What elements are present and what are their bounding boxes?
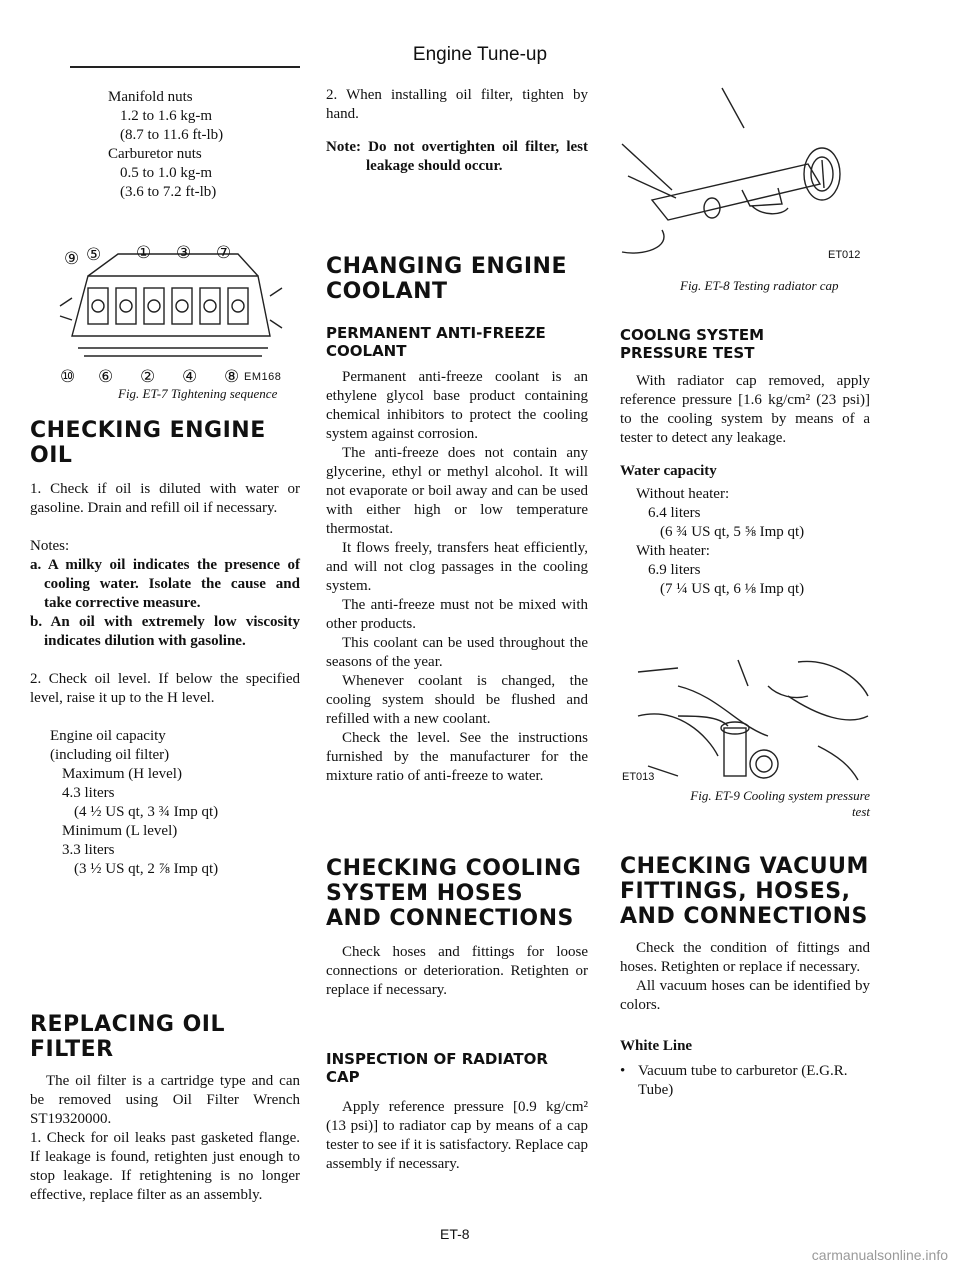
fig7-code: EM168: [244, 371, 282, 383]
subheading-permanent-antifreeze: [326, 324, 588, 360]
water-line: 6.9 liters: [648, 562, 701, 578]
water-line: With heater:: [636, 543, 710, 559]
heading-checking-cooling-hoses: [326, 856, 588, 931]
white-line-label: White Line: [620, 1038, 693, 1054]
fig8-caption: Fig. ET-8 Testing radiator cap: [680, 278, 839, 293]
water-capacity-label: Water capacity: [620, 463, 717, 479]
heading-line: SYSTEM HOSES: [326, 881, 524, 906]
fig7-marker: ⑥: [98, 367, 114, 384]
fig7-marker: ⑦: [216, 243, 232, 263]
fig9-caption-line: test: [851, 804, 870, 819]
heading-line: FITTINGS, HOSES,: [620, 879, 851, 904]
spec-label: Carburetor nuts: [108, 146, 202, 162]
fig8-code: ET012: [828, 249, 861, 261]
heading-changing-engine-coolant: [326, 254, 588, 304]
antifreeze-text: [326, 368, 588, 786]
fig7-marker: ④: [182, 367, 198, 384]
torque-spec-block: [108, 88, 308, 202]
fig7-marker: ⑤: [86, 245, 102, 265]
subheading-line: CAP: [326, 1068, 360, 1086]
subheading-line: PERMANENT ANTI-FREEZE: [326, 324, 546, 342]
pressure-test-paragraph: With radiator cap removed, apply reference pressure [1.6 kg/cm² (23 psi)] to the cooling system by means of a tester to detect any leakage.: [620, 373, 870, 446]
heading-replacing-oil-filter: [30, 1012, 300, 1062]
capacity-line: 3.3 liters: [62, 842, 115, 858]
spec-label: Manifold nuts: [108, 89, 193, 105]
fig9-caption: [640, 788, 870, 820]
subheading-line: COOLANT: [326, 342, 407, 360]
capacity-line: (4 ½ US qt, 3 ¾ Imp qt): [74, 804, 219, 820]
fig9-caption-line: Fig. ET-9 Cooling system pressure: [690, 788, 870, 803]
heading-line: AND CONNECTIONS: [620, 904, 868, 929]
radiator-cap-tester-illustration: [612, 80, 872, 270]
figure-et8-radiator-cap-tester: [612, 80, 872, 270]
capacity-line: (including oil filter): [50, 747, 170, 763]
filter-step-2: 2. When installing oil filter, tighten by hand.: [326, 87, 588, 122]
fig7-marker: ②: [140, 367, 156, 384]
subheading-line: PRESSURE TEST: [620, 344, 755, 362]
spec-value: (8.7 to 11.6 ft-lb): [120, 127, 224, 143]
capacity-line: 4.3 liters: [62, 785, 115, 801]
spec-value: 0.5 to 1.0 kg-m: [120, 165, 213, 181]
filter-paragraph-1: The oil filter is a cartridge type and can be removed using Oil Filter Wrench ST19320000.: [30, 1073, 300, 1127]
white-line-item-text: Vacuum tube to carburetor (E.G.R. Tube): [638, 1063, 848, 1098]
spec-value: (3.6 to 7.2 ft-lb): [120, 184, 217, 200]
section-checking-engine-oil: [30, 418, 300, 879]
section-replacing-oil-filter: [30, 1012, 300, 1205]
antifreeze-paragraph: Check the level. See the instructions furnished by the manufacturer for the mixture ratio of anti-freeze to water.: [326, 730, 588, 784]
figure-et9-pressure-test: [618, 656, 874, 782]
water-line: (6 ¾ US qt, 5 ⅝ Imp qt): [660, 524, 805, 540]
white-line-item: [620, 1062, 870, 1100]
heading-checking-engine-oil: [30, 418, 300, 468]
spec-value: 1.2 to 1.6 kg-m: [120, 108, 213, 124]
vacuum-paragraph-1: Check the condition of fittings and hoses. Retighten or replace if necessary.: [620, 940, 870, 975]
capacity-line: Minimum (L level): [62, 823, 178, 839]
heading-line: CHANGING ENGINE: [326, 254, 567, 279]
header-rule: [70, 66, 300, 68]
heading-line: REPLACING OIL: [30, 1012, 226, 1037]
capacity-line: Maximum (H level): [62, 766, 182, 782]
radiator-cap-paragraph: Apply reference pressure [0.9 kg/cm² (13 psi)] to radiator cap by means of a cap tester to see if it is satisfactory. Replace cap assembly if necessary.: [326, 1099, 588, 1172]
water-line: Without heater:: [636, 486, 730, 502]
antifreeze-paragraph: It flows freely, transfers heat efficiently, and will not clog passages in the cooling system.: [326, 540, 588, 594]
fig7-caption: Fig. ET-7 Tightening sequence: [118, 386, 278, 401]
antifreeze-paragraph: The anti-freeze does not contain any glycerine, ethyl or methyl alcohol. It will not evaporate or boil away and can be used with either high or low temperature thermostat.: [326, 445, 588, 537]
section-vacuum: [620, 854, 870, 1100]
filter-paragraph-2: 1. Check for oil leaks past gasketed flange. If leakage is found, retighten just enough to stop leakage. If retightening is no longer effective, replace filter as an assembly.: [30, 1130, 300, 1203]
heading-line: CHECKING COOLING: [326, 856, 582, 881]
hoses-paragraph: Check hoses and fittings for loose connections or deterioration. Retighten or replace if necessary.: [326, 944, 588, 998]
fig9-code: ET013: [622, 771, 655, 782]
antifreeze-paragraph: The anti-freeze must not be mixed with other products.: [326, 597, 588, 632]
heading-line: CHECKING VACUUM: [620, 854, 869, 879]
antifreeze-paragraph: This coolant can be used throughout the seasons of the year.: [326, 635, 588, 670]
capacity-line: (3 ½ US qt, 2 ⅞ Imp qt): [74, 861, 219, 877]
oil-step-2: 2. Check oil level. If below the specified level, raise it up to the H level.: [30, 671, 300, 706]
fig7-marker: ⑨: [64, 249, 80, 269]
fig7-marker: ①: [136, 243, 152, 263]
heading-line: OIL: [30, 443, 73, 468]
vacuum-paragraph-2: All vacuum hoses can be identified by colors.: [620, 978, 870, 1013]
overtighten-note: Note: Do not overtighten oil filter, lest leakage should occur.: [326, 139, 588, 174]
water-line: 6.4 liters: [648, 505, 701, 521]
subheading-line: INSPECTION OF RADIATOR: [326, 1050, 548, 1068]
heading-line: CHECKING ENGINE: [30, 418, 266, 443]
water-line: (7 ¼ US qt, 6 ⅛ Imp qt): [660, 581, 805, 597]
fig7-marker: ⑩: [60, 367, 76, 384]
oil-step-1: 1. Check if oil is diluted with water or gasoline. Drain and refill oil if necessary.: [30, 481, 300, 516]
heading-line: COOLANT: [326, 279, 448, 304]
watermark: carmanualsonline.info: [811, 1247, 948, 1263]
fig7-marker: ③: [176, 243, 192, 263]
oil-capacity-spec: [30, 727, 300, 879]
heading-line: AND CONNECTIONS: [326, 906, 574, 931]
note-a: a. A milky oil indicates the presence of cooling water. Isolate the cause and take corrective measure.: [30, 557, 300, 611]
page-number: ET-8: [440, 1226, 470, 1242]
subheading-radiator-cap: [326, 1050, 588, 1086]
column-2: [326, 86, 588, 1174]
antifreeze-paragraph: Permanent anti-freeze coolant is an ethylene glycol base product containing chemical inhibitors to protect the cooling system against corrosion.: [326, 369, 588, 442]
column-3: [620, 326, 870, 599]
notes-label: Notes:: [30, 538, 70, 554]
heading-checking-vacuum: [620, 854, 870, 929]
note-b: b. An oil with extremely low viscosity indicates dilution with gasoline.: [30, 614, 300, 649]
pressure-tester-illustration: [618, 656, 874, 782]
subheading-line: COOLNG SYSTEM: [620, 326, 765, 344]
heading-line: FILTER: [30, 1037, 114, 1062]
water-capacity-spec: [620, 485, 870, 599]
page-header-title: Engine Tune-up: [412, 44, 548, 65]
figure-et7-tightening-sequence: [58, 236, 284, 384]
engine-manifold-illustration: [58, 236, 284, 384]
subheading-pressure-test: [620, 326, 870, 362]
bullet: •: [620, 1063, 626, 1079]
fig7-marker: ⑧: [224, 367, 240, 384]
antifreeze-paragraph: Whenever coolant is changed, the cooling system should be flushed and refilled with a new coolant.: [326, 673, 588, 727]
capacity-line: Engine oil capacity: [50, 728, 166, 744]
